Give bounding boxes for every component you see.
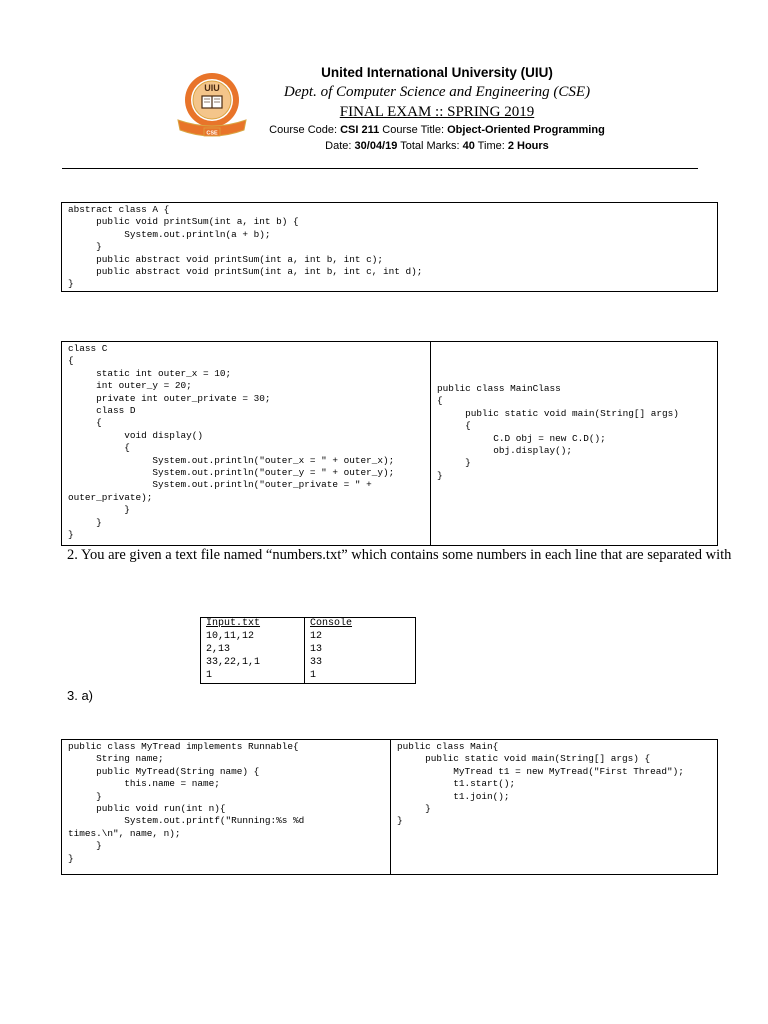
course-code: CSI 211 bbox=[340, 124, 380, 136]
code-cell-class-c bbox=[62, 342, 430, 545]
marks-label: Total Marks: bbox=[397, 140, 463, 152]
exam-header bbox=[250, 64, 624, 154]
course-code-label: Course Code: bbox=[269, 124, 341, 136]
code-class-c: class C { static int outer_x = 10; int outer_y = 20; private int outer_private = 30; class D { void display() { System.out.println("outer_x = " + outer_x); System.out.println("outer_y = " + outer_y); System.out.println("outer_private = " + outer_private); } } } bbox=[68, 343, 395, 541]
header-divider bbox=[62, 168, 698, 169]
logo-ribbon-text: CSE bbox=[206, 130, 218, 137]
course-title: Object-Oriented Programming bbox=[447, 124, 605, 136]
exam-time: 2 Hours bbox=[507, 140, 549, 152]
exam-date: 30/04/19 bbox=[354, 140, 398, 152]
table-cell-console: 13 bbox=[305, 644, 416, 657]
code-abstract-class-a: abstract class A { public void printSum(int a, int b) { System.out.println(a + b); } public abstract void printSum(int a, int b, int c); public abstract void printSum(int a, int b, int c, int d); } bbox=[68, 204, 423, 290]
code-box-abstract-class bbox=[61, 202, 718, 292]
io-example-table bbox=[200, 617, 416, 684]
code-box-thread bbox=[61, 739, 718, 875]
table-cell-console: 12 bbox=[305, 631, 416, 644]
course-info-line bbox=[250, 122, 624, 138]
question-3a-label: 3. a) bbox=[67, 688, 94, 703]
table-header-row bbox=[201, 618, 416, 632]
table-row bbox=[201, 657, 416, 670]
code-cell-mytread bbox=[62, 740, 390, 874]
table-header-console: Console bbox=[305, 618, 416, 632]
code-mainclass: public class MainClass { public static void main(String[] args) { C.D obj = new C.D(); obj.display(); } } bbox=[437, 383, 679, 481]
code-box-inner-class bbox=[61, 341, 718, 546]
code-main: public class Main{ public static void main(String[] args) { MyTread t1 = new MyTread("First Thread"); t1.start(); t1.join(); } } bbox=[397, 741, 684, 827]
table-row bbox=[201, 631, 416, 644]
table-cell-console: 33 bbox=[305, 657, 416, 670]
time-label: Time: bbox=[474, 140, 508, 152]
exam-title: FINAL EXAM :: SPRING 2019 bbox=[339, 104, 535, 120]
university-logo-emblem bbox=[174, 70, 250, 144]
table-cell-input: 10,11,12 bbox=[201, 631, 305, 644]
code-cell-mainclass bbox=[431, 342, 717, 545]
table-cell-console: 1 bbox=[305, 670, 416, 684]
date-label: Date: bbox=[325, 140, 355, 152]
exam-meta-line bbox=[250, 138, 624, 154]
university-name: United International University (UIU) bbox=[321, 65, 553, 80]
code-cell-main bbox=[391, 740, 717, 874]
table-cell-input: 33,22,1,1 bbox=[201, 657, 305, 670]
university-logo bbox=[174, 70, 250, 144]
table-cell-input: 2,13 bbox=[201, 644, 305, 657]
question-2-text: 2. You are given a text file named “numbers.txt” which contains some numbers in each line that are separated with bbox=[67, 547, 732, 563]
table-header-input: Input.txt bbox=[201, 618, 305, 632]
table-row bbox=[201, 670, 416, 684]
course-title-label: Course Title: bbox=[379, 124, 448, 136]
department-name: Dept. of Computer Science and Engineering (CSE) bbox=[283, 84, 591, 100]
table-cell-input: 1 bbox=[201, 670, 305, 684]
logo-wordmark: UIU bbox=[204, 83, 220, 93]
table-row bbox=[201, 644, 416, 657]
code-mytread: public class MyTread implements Runnable{ String name; public MyTread(String name) { this.name = name; } public void run(int n){ System.out.printf("Running:%s %d times.\n", name, n); } } bbox=[68, 741, 305, 864]
total-marks: 40 bbox=[462, 140, 475, 152]
